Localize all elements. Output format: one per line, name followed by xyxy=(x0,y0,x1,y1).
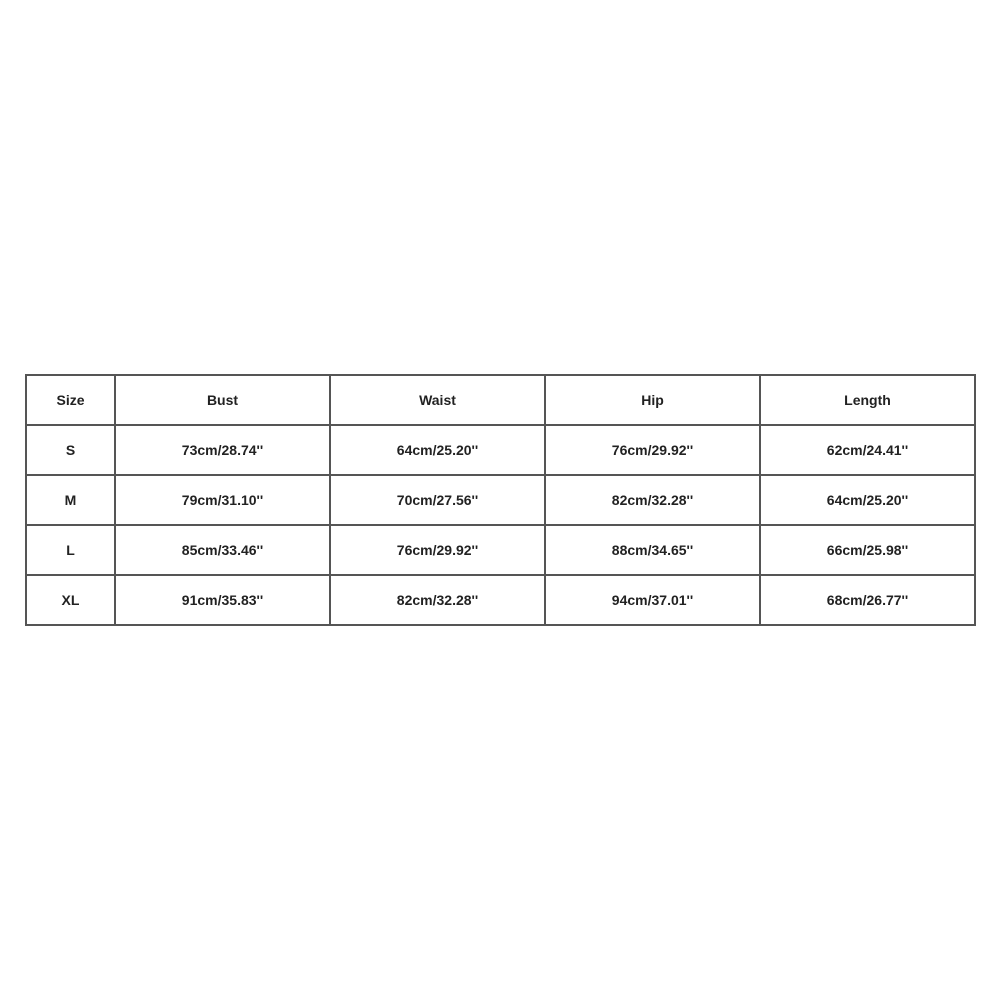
table-row xyxy=(26,425,975,475)
length-cell: 66cm/25.98'' xyxy=(760,525,975,575)
waist-cell: 82cm/32.28'' xyxy=(330,575,545,625)
header-row xyxy=(26,375,975,425)
header-size: Size xyxy=(26,375,115,425)
table-row xyxy=(26,525,975,575)
waist-cell: 76cm/29.92'' xyxy=(330,525,545,575)
bust-cell: 91cm/35.83'' xyxy=(115,575,330,625)
header-waist: Waist xyxy=(330,375,545,425)
waist-cell: 70cm/27.56'' xyxy=(330,475,545,525)
header-hip: Hip xyxy=(545,375,760,425)
length-cell: 68cm/26.77'' xyxy=(760,575,975,625)
hip-cell: 76cm/29.92'' xyxy=(545,425,760,475)
header-bust: Bust xyxy=(115,375,330,425)
size-cell: XL xyxy=(26,575,115,625)
hip-cell: 94cm/37.01'' xyxy=(545,575,760,625)
size-chart-table xyxy=(25,374,976,626)
bust-cell: 85cm/33.46'' xyxy=(115,525,330,575)
size-cell: M xyxy=(26,475,115,525)
bust-cell: 73cm/28.74'' xyxy=(115,425,330,475)
header-length: Length xyxy=(760,375,975,425)
size-cell: L xyxy=(26,525,115,575)
length-cell: 62cm/24.41'' xyxy=(760,425,975,475)
bust-cell: 79cm/31.10'' xyxy=(115,475,330,525)
hip-cell: 88cm/34.65'' xyxy=(545,525,760,575)
waist-cell: 64cm/25.20'' xyxy=(330,425,545,475)
length-cell: 64cm/25.20'' xyxy=(760,475,975,525)
table-row xyxy=(26,475,975,525)
hip-cell: 82cm/32.28'' xyxy=(545,475,760,525)
size-cell: S xyxy=(26,425,115,475)
table-row xyxy=(26,575,975,625)
